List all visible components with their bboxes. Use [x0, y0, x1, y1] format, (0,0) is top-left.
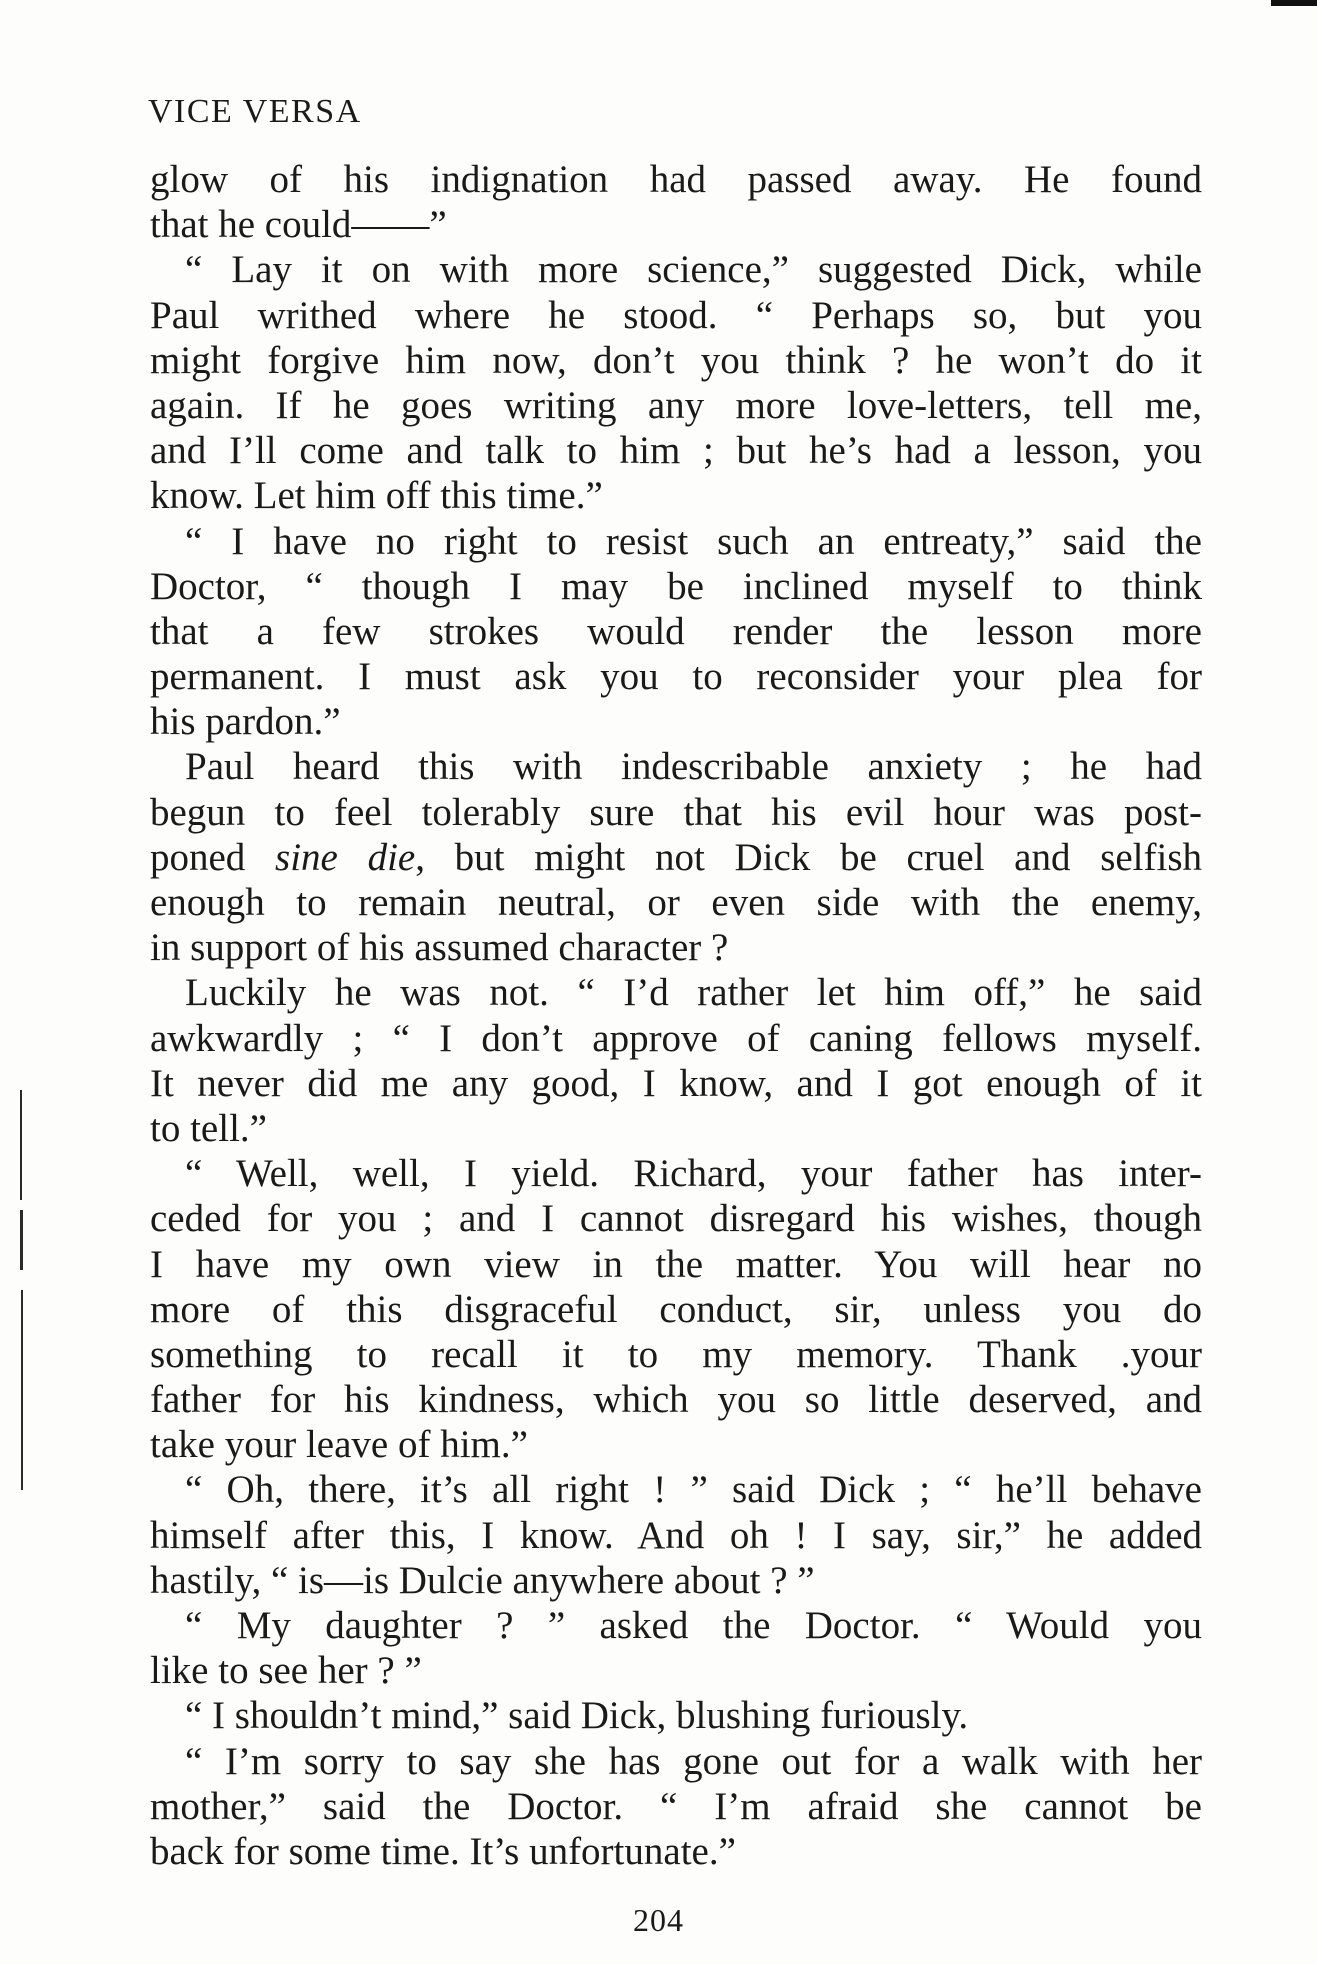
- text-line: something to recall it to my memory. Thank .your: [150, 1332, 1202, 1376]
- text-line: It never did me any good, I know, and I got enough of it: [150, 1061, 1202, 1105]
- italic-phrase: sine die: [275, 835, 416, 879]
- text-line: like to see her ? ”: [150, 1649, 422, 1693]
- text-line: ceded for you ; and I cannot disregard his wishes, though: [150, 1197, 1202, 1241]
- text-line: again. If he goes writing any more love-letters, tell me,: [150, 383, 1202, 427]
- text-line: hastily, “ is—is Dulcie anywhere about ? ”: [150, 1558, 815, 1602]
- text-line: more of this disgraceful conduct, sir, unless you do: [150, 1287, 1202, 1331]
- text-line: back for some time. It’s unfortunate.”: [150, 1829, 736, 1873]
- text-line: that a few strokes would render the lesson more: [150, 609, 1202, 653]
- text-line: “ Oh, there, it’s all right ! ” said Dick ; “ he’ll behave: [185, 1468, 1202, 1512]
- page-number: 204: [633, 1902, 684, 1938]
- text-line: “ I have no right to resist such an entreaty,” said the: [185, 519, 1202, 563]
- margin-rule: [20, 1090, 22, 1200]
- text-line: “ I’m sorry to say she has gone out for a walk with her: [185, 1739, 1202, 1783]
- text-line: “ Lay it on with more science,” suggested Dick, while: [185, 248, 1202, 292]
- body-text: [150, 157, 1202, 1874]
- text-line: and I’ll come and talk to him ; but he’s had a lesson, you: [150, 429, 1202, 473]
- margin-rule: [21, 1290, 23, 1490]
- text-line: himself after this, I know. And oh ! I say, sir,” he added: [150, 1513, 1202, 1557]
- margin-rule: [20, 1210, 23, 1270]
- text-line: poned sine die, but might not Dick be cruel and selfish: [150, 835, 1203, 879]
- text-line: Paul heard this with indescribable anxiety ; he had: [185, 745, 1202, 789]
- text-line: take your leave of him.”: [150, 1423, 528, 1467]
- text-line: glow of his indignation had passed away. He found: [150, 158, 1202, 201]
- text-line: father for his kindness, which you so little deserved, and: [150, 1378, 1202, 1422]
- text-line: “ Well, well, I yield. Richard, your father has inter-: [185, 1152, 1202, 1196]
- text-line: know. Let him off this time.”: [150, 474, 603, 518]
- text-line: that he could——”: [150, 203, 447, 247]
- text-line: to tell.”: [150, 1106, 267, 1150]
- text-line: “ My daughter ? ” asked the Doctor. “ Would you: [185, 1604, 1202, 1647]
- text-line: awkwardly ; “ I don’t approve of caning fellows myself.: [150, 1016, 1202, 1060]
- text-line: Doctor, “ though I may be inclined myself to think: [150, 564, 1202, 608]
- text-line: mother,” said the Doctor. “ I’m afraid she cannot be: [150, 1784, 1202, 1828]
- scan-corner-mark: [1271, 0, 1317, 6]
- text-line: in support of his assumed character ?: [150, 926, 729, 970]
- text-line: begun to feel tolerably sure that his evil hour was post-: [150, 790, 1202, 834]
- text-line: “ I shouldn’t mind,” said Dick, blushing furiously.: [185, 1694, 969, 1738]
- running-head: VICE VERSA: [148, 93, 362, 130]
- text-line: might forgive him now, don’t you think ? he won’t do it: [150, 338, 1202, 382]
- text-line: enough to remain neutral, or even side with the enemy,: [150, 881, 1202, 924]
- text-line: I have my own view in the matter. You will hear no: [150, 1242, 1202, 1286]
- text-line: Paul writhed where he stood. “ Perhaps so, but you: [150, 293, 1202, 337]
- text-line: Luckily he was not. “ I’d rather let him off,” he said: [185, 971, 1202, 1015]
- text-line: his pardon.”: [150, 700, 341, 744]
- text-line: permanent. I must ask you to reconsider your plea for: [150, 655, 1202, 699]
